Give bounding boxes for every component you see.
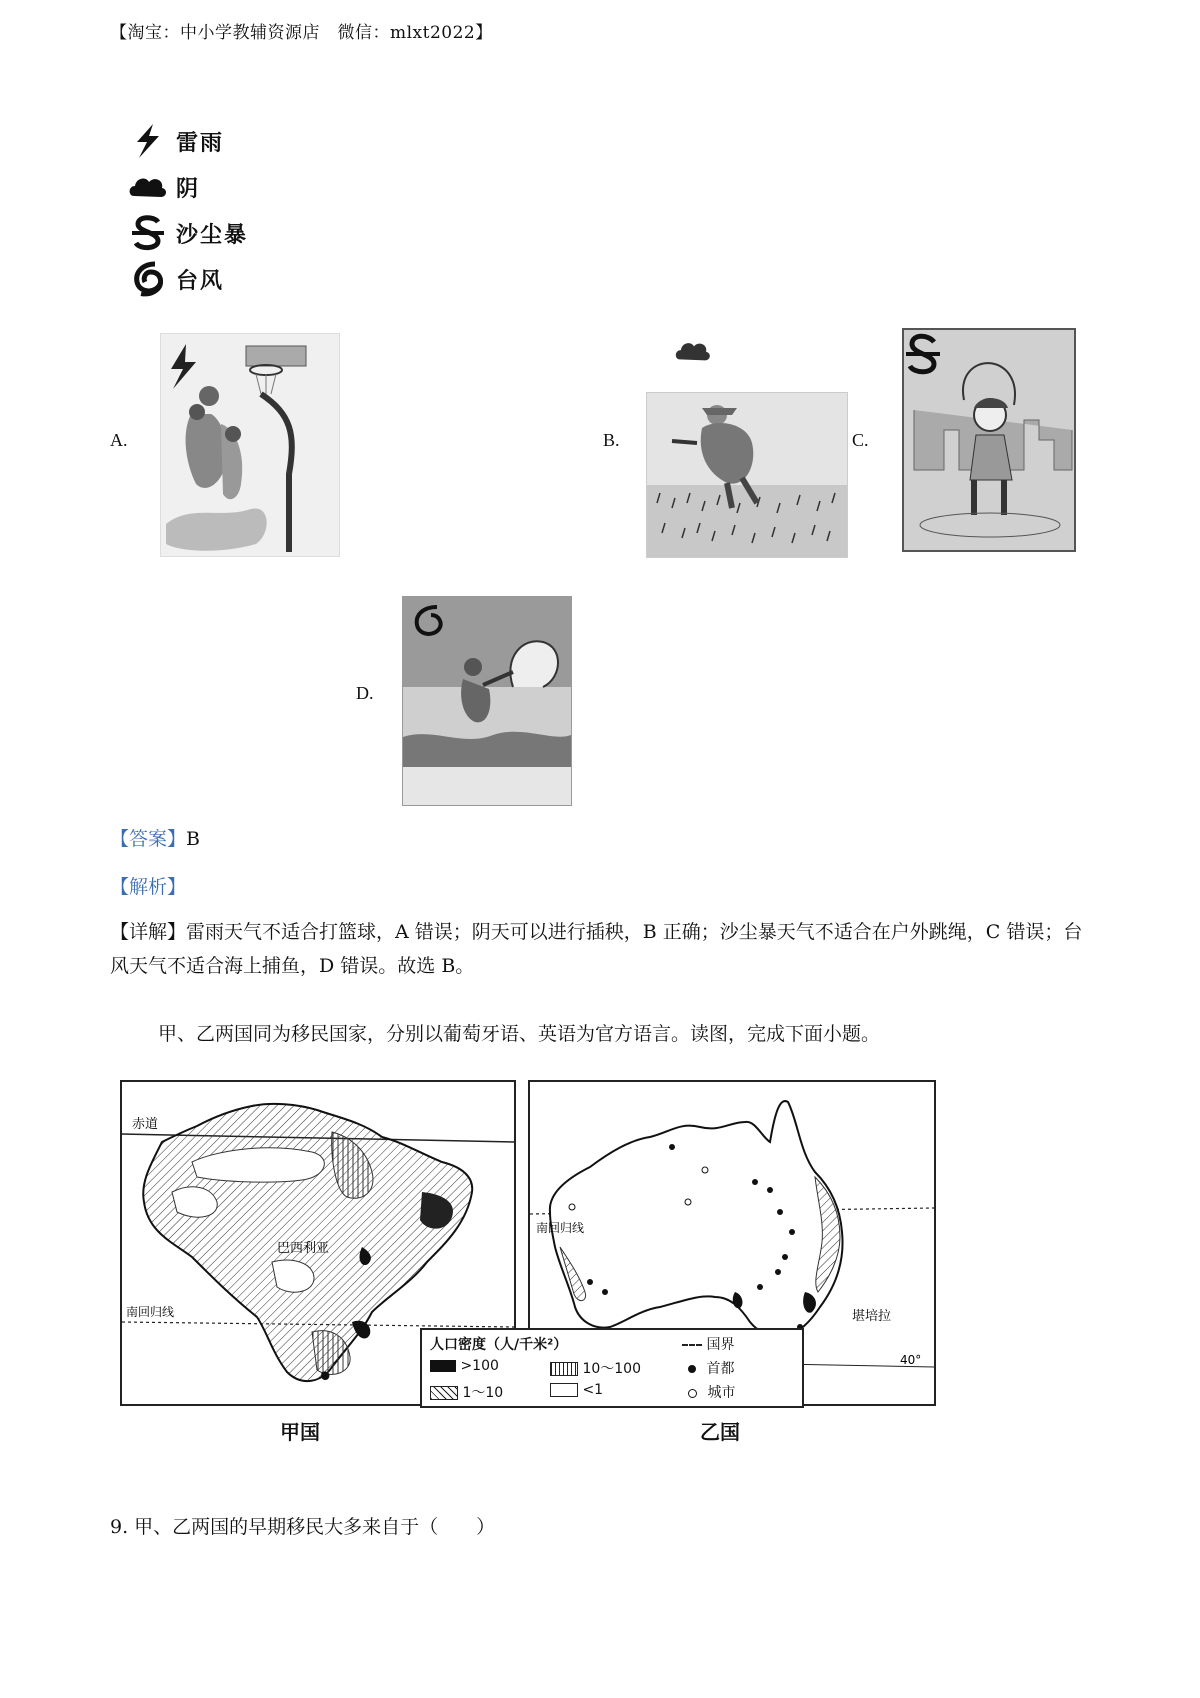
option-b-image xyxy=(646,392,848,558)
detail-paragraph xyxy=(110,915,1095,983)
answer-value: B xyxy=(186,828,200,850)
question-intro: 甲、乙两国同为移民国家，分别以葡萄牙语、英语为官方语言。读图，完成下面小题。 xyxy=(158,1023,881,1045)
typhoon-icon xyxy=(128,259,168,299)
swatch-min-icon xyxy=(550,1383,578,1397)
option-c-image xyxy=(902,328,1076,552)
detail-tag: 【详解】 xyxy=(110,921,187,943)
weather-legend xyxy=(128,118,248,302)
capital-label-left: 巴西利亚 xyxy=(277,1241,330,1256)
legend-label: 雷雨 xyxy=(176,129,225,156)
legend-min xyxy=(550,1382,603,1398)
legend-capital xyxy=(682,1358,734,1378)
legend-mid-label: 10～100 xyxy=(582,1361,641,1377)
option-d-label: D. xyxy=(356,683,374,703)
density-legend-title: 人口密度（人/千米²） xyxy=(430,1337,568,1353)
answer-tag: 【答案】 xyxy=(110,828,187,850)
page-header: 【淘宝：中小学教辅资源店 微信：mlxt2022】 xyxy=(110,23,493,43)
legend-low-label: 1～10 xyxy=(462,1385,504,1401)
swatch-high-icon xyxy=(430,1360,456,1372)
option-b-label: B. xyxy=(603,430,620,450)
legend-border-label: 国界 xyxy=(706,1337,735,1353)
option-a-label: A. xyxy=(110,430,128,450)
analysis-tag: 【解析】 xyxy=(110,876,187,898)
city-dot-icon xyxy=(688,1389,697,1398)
legend-town xyxy=(682,1382,735,1402)
swatch-mid-icon xyxy=(550,1362,578,1376)
equator-label: 赤道 xyxy=(132,1117,159,1132)
cloud-icon xyxy=(128,167,168,207)
option-a-image xyxy=(160,333,340,557)
legend-min-label: <1 xyxy=(582,1382,604,1398)
legend-capital-label: 首都 xyxy=(706,1361,735,1377)
legend-border xyxy=(682,1334,734,1354)
detail-text: 雷雨天气不适合打篮球，A 错误；阴天可以进行插秧，B 正确；沙尘暴天气不适合在户外跳绳，C 错误；台风天气不适合海上捕鱼，D 错误。故选 B。 xyxy=(110,921,1083,977)
legend-row-overcast xyxy=(128,164,248,210)
legend-row-typhoon xyxy=(128,256,248,302)
cloud-icon xyxy=(672,337,714,365)
legend-town-label: 城市 xyxy=(707,1385,736,1401)
option-c-label: C. xyxy=(852,430,869,450)
capital-label-right: 堪培拉 xyxy=(852,1309,892,1324)
border-line-icon xyxy=(682,1344,702,1346)
sandstorm-icon xyxy=(128,213,168,253)
legend-mid xyxy=(550,1358,641,1378)
latitude-label: 40° xyxy=(900,1353,922,1367)
legend-label: 阴 xyxy=(176,175,201,202)
caption-jia: 甲国 xyxy=(280,1420,320,1444)
swatch-low-icon xyxy=(430,1386,458,1400)
density-legend xyxy=(420,1328,804,1408)
option-d-image xyxy=(402,596,572,806)
capital-dot-icon xyxy=(688,1365,696,1373)
lightning-icon xyxy=(128,121,168,161)
answer-line xyxy=(110,822,200,856)
legend-low xyxy=(430,1382,503,1402)
legend-row-sandstorm xyxy=(128,210,248,256)
legend-row-thunderstorm xyxy=(128,118,248,164)
legend-label: 沙尘暴 xyxy=(176,221,249,248)
legend-label: 台风 xyxy=(176,267,225,294)
question-9: 9. 甲、乙两国的早期移民大多来自于（ ） xyxy=(110,1516,496,1538)
tropic-label-right: 南回归线 xyxy=(536,1221,585,1235)
legend-high-label: >100 xyxy=(460,1358,499,1374)
tropic-label-left: 南回归线 xyxy=(126,1305,175,1319)
maps-figure xyxy=(120,1080,940,1460)
legend-high xyxy=(430,1358,499,1374)
caption-yi: 乙国 xyxy=(700,1420,740,1444)
